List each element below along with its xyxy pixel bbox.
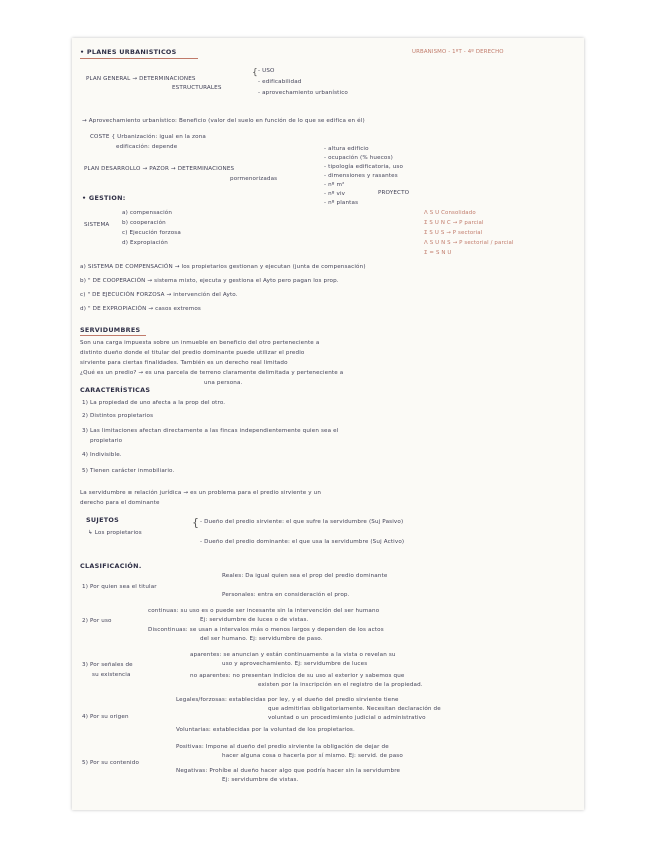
- servidumbres-paragraph-line: ¿Qué es un predio? → es una parcela de terreno claramente delimitada y perteneciente a: [80, 370, 344, 376]
- clasificacion-line: Ej: servidumbre de luces o de vistas.: [200, 617, 309, 623]
- clasificacion-lead: 3) Por señales de: [82, 662, 133, 668]
- suelo-table-row: Σ = S N U: [424, 250, 452, 256]
- desarrollo-item: - nº plantas: [324, 200, 359, 206]
- sujeto-item: - Dueño del predio dominante: el que usa la servidumbre (Suj Activo): [200, 539, 405, 545]
- coste-line: COSTE { Urbanización: igual en la zona: [90, 134, 206, 140]
- sujetos-title: SUJETOS: [86, 516, 120, 524]
- proyecto-label: PROYECTO: [378, 190, 410, 196]
- caracteristica-item: 2) Distintos propietarios: [82, 413, 154, 419]
- relacion-line: derecho para el dominante: [80, 500, 160, 506]
- caracteristica-item: propietario: [90, 438, 123, 444]
- gestion-line: b) " DE COOPERACIÓN → sistema mixto, ejecuta y gestiona el Ayto pero pagan los prop.: [80, 278, 339, 284]
- servidumbres-paragraph-line: Son una carga impuesta sobre un inmueble en beneficio del otro perteneciente a: [80, 340, 320, 346]
- clasificacion-line: Personales: entra en consideración el prop.: [222, 592, 350, 598]
- clasificacion-line: Positivas: Impone al dueño del predio sirviente la obligación de dejar de: [176, 744, 389, 750]
- caracteristica-item: 3) Las limitaciones afectan directamente a las fincas independientemente quien sea el: [82, 428, 339, 434]
- plan-desarrollo-lead: PLAN DESARROLLO → PAZOR → DETERMINACIONES: [84, 166, 235, 172]
- clasificacion-title: CLASIFICACIÓN.: [80, 562, 142, 570]
- clasificacion-line: que admitirlas obligatoriamente. Necesitan declaración de: [268, 706, 441, 712]
- desarrollo-item: - dimensiones y rasantes: [324, 173, 398, 179]
- brace-icon: {: [252, 68, 258, 78]
- desarrollo-item: - ocupación (% huecos): [324, 155, 393, 161]
- clasificacion-line: Legales/forzosas: establecidas por ley, y el dueño del predio sirviente tiene: [176, 697, 399, 703]
- clasificacion-line: continuas: su uso es o puede ser incesante sin la intervención del ser humano: [148, 608, 380, 614]
- sujeto-item: - Dueño del predio sirviente: el que sufre la servidumbre (Suj Pasivo): [200, 519, 404, 525]
- sistema-item: b) cooperación: [122, 220, 166, 226]
- plan-general-item: - edificabilidad: [258, 79, 302, 85]
- servidumbres-title: SERVIDUMBRES: [80, 326, 141, 334]
- gestion-title: • GESTION:: [82, 194, 126, 202]
- caracteristica-item: 5) Tienen carácter inmobiliario.: [82, 468, 175, 474]
- servidumbres-underline: [80, 335, 146, 336]
- plan-general-item: - aprovechamiento urbanístico: [258, 90, 348, 96]
- suelo-table-row: Λ S U Consolidado: [424, 210, 476, 216]
- desarrollo-item: - nº viv: [324, 191, 346, 197]
- desarrollo-item: - nº m²: [324, 182, 345, 188]
- sistema-item: d) Expropiación: [122, 240, 168, 246]
- clasificacion-lead: 2) Por uso: [82, 618, 112, 624]
- gestion-line: a) SISTEMA DE COMPENSACIÓN → los propietarios gestionan y ejecutan (junta de compensación): [80, 264, 366, 270]
- clasificacion-line: Voluntarias: establecidas por la voluntad de los propietarios.: [176, 727, 355, 733]
- sujetos-lead: ↳ Los propietarios: [88, 530, 142, 536]
- desarrollo-item: - altura edificio: [324, 146, 369, 152]
- caracteristicas-title: CARACTERÍSTICAS: [80, 386, 151, 394]
- servidumbres-paragraph-line: sirviente para ciertas finalidades. También es un derecho real limitado: [80, 360, 288, 366]
- caracteristica-item: 4) Indivisible.: [82, 452, 122, 458]
- sistema-item: a) compensación: [122, 210, 173, 216]
- relacion-line: La servidumbre ≡ relación jurídica → es un problema para el predio sirviente y un: [80, 490, 322, 496]
- clasificacion-line: aparentes: se anuncian y están continuamente a la vista o revelan su: [190, 652, 396, 658]
- clasificacion-line: existen por la inscripción en el registro de la propiedad.: [258, 682, 423, 688]
- caracteristica-item: 1) La propiedad de uno afecta a la prop del otro.: [82, 400, 226, 406]
- notes-page: [72, 38, 584, 810]
- clasificacion-line: Ej: servidumbre de vistas.: [222, 777, 299, 783]
- suelo-table-row: Σ S U S → P sectorial: [424, 230, 483, 236]
- clasificacion-lead: 5) Por su contenido: [82, 760, 140, 766]
- gestion-line: d) " DE EXPROPIACIÓN → casos extremos: [80, 306, 201, 312]
- clasificacion-lead2: su existencia: [92, 672, 131, 678]
- title-underline: [80, 58, 198, 59]
- plan-general-lead2: ESTRUCTURALES: [172, 85, 222, 91]
- plan-general-lead: PLAN GENERAL → DETERMINACIONES: [86, 76, 196, 82]
- clasificacion-line: Negativas: Prohíbe al dueño hacer algo que podría hacer sin la servidumbre: [176, 768, 401, 774]
- desarrollo-item: - tipología edificatoria, uso: [324, 164, 404, 170]
- suelo-table-row: Λ S U N S → P sectorial / parcial: [424, 240, 514, 246]
- plan-desarrollo-lead2: pormenorizadas: [230, 176, 278, 182]
- sistema-item: c) Ejecución forzosa: [122, 230, 181, 236]
- corner-note: URBANISMO - 1ºT - 4º DERECHO: [412, 49, 504, 55]
- clasificacion-lead: 4) Por su origen: [82, 714, 129, 720]
- clasificacion-line: uso y aprovechamiento. Ej: servidumbre de luces: [222, 661, 368, 667]
- clasificacion-line: del ser humano. Ej: servidumbre de paso.: [200, 636, 323, 642]
- gestion-line: c) " DE EJECUCIÓN FORZOSA → intervención del Ayto.: [80, 292, 238, 298]
- clasificacion-line: voluntad o un procedimiento judicial o administrativo: [268, 715, 426, 721]
- clasificacion-lead: 1) Por quien sea el titular: [82, 584, 157, 590]
- aprovechamiento-line: → Aprovechamiento urbanístico: Beneficio (valor del suelo en función de lo que se edifica en él): [82, 118, 365, 124]
- plan-general-item: - USO: [258, 68, 275, 74]
- servidumbres-paragraph-line: una persona.: [204, 380, 243, 386]
- servidumbres-paragraph-line: distinto dueño donde el titular del predio dominante puede utilizar el predio: [80, 350, 305, 356]
- clasificacion-line: hacer alguna cosa o hacerla por sí mismo. Ej: servid. de paso: [222, 753, 403, 759]
- clasificacion-line: Discontinuas: se usan a intervalos más o menos largos y dependen de los actos: [148, 627, 384, 633]
- brace-icon: {: [192, 516, 200, 529]
- suelo-table-row: Σ S U N C → P parcial: [424, 220, 484, 226]
- coste-line: edificación: depende: [116, 144, 178, 150]
- clasificacion-line: Reales: Da igual quien sea el prop del predio dominante: [222, 573, 388, 579]
- page-title: • PLANES URBANISTICOS: [80, 48, 177, 56]
- clasificacion-line: no aparentes: no presentan indicios de su uso al exterior y sabemos que: [190, 673, 405, 679]
- sistema-label: SISTEMA: [84, 222, 110, 228]
